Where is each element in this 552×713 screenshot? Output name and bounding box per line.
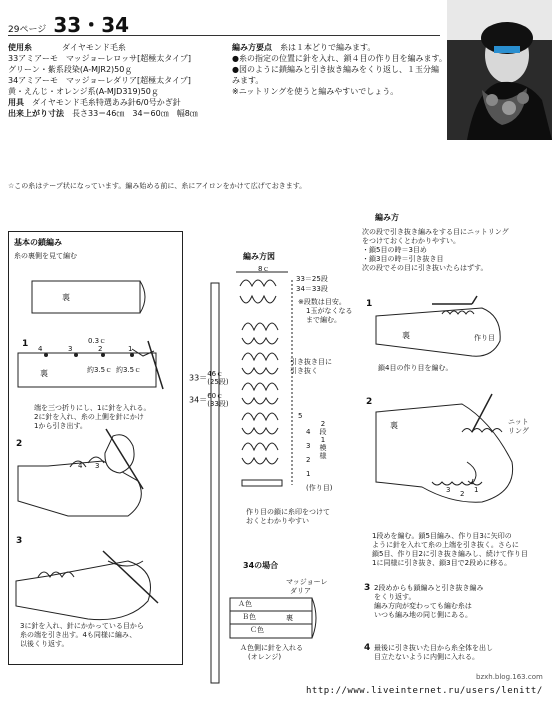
points-bullet: ●図のように鎖編みと引き抜き編みをくり返し、１玉分編みます。 — [232, 65, 439, 85]
chart-width: 8ｃ — [258, 265, 270, 273]
method-back1: 裏 — [402, 331, 410, 340]
case34-title: 34の場合 — [243, 561, 279, 570]
points-intro: 糸は１本どりで編みます。 — [280, 43, 376, 52]
method-c3: 3 — [446, 486, 451, 494]
case34-b: Ｂ色 — [242, 613, 256, 621]
footer-url[interactable]: http://www.liveinternet.ru/users/lenitt/ — [306, 686, 543, 696]
basic-step1-text: 端を三つ折りにし、1に針を入れる。 2に針を入れ、糸の上側を針にかけ 1から引き出す。 — [34, 404, 151, 430]
points-block — [232, 42, 447, 97]
basic-subtitle: 糸の裏側を見て編む — [14, 252, 77, 260]
method-made-label: 作り目 — [474, 334, 495, 342]
material-row: 黄・えんじ・オレンジ系(A-MJD319)50ｇ — [8, 87, 159, 96]
row4: 4 — [306, 428, 311, 436]
n1: 1 — [128, 345, 133, 353]
method-back2: 裏 — [390, 421, 398, 430]
method-step1-number: 1 — [366, 299, 373, 309]
method-step4-number: 4 — [364, 643, 371, 653]
method-c1: 1 — [474, 486, 479, 494]
chart-note: ※段数は目安。 1玉がなくなる まで編む。 — [298, 298, 353, 324]
chart-rows33: 33＝25段 — [296, 275, 328, 283]
method-intro: 次の段で引き抜き編みをする目にニットリング をつけておくとわかりやすい。 ・鎖5目の時＝3目め ・鎖3目の時＝引き抜き目 次の段でその目に引き抜いたらはずす。 — [362, 228, 509, 272]
row1: 1 — [306, 470, 311, 478]
method-step4-text: 最後に引き抜いた目から糸全体を出し 目立たないように内側に入れる。 — [374, 644, 493, 661]
pattern-numbers: 33・34 — [53, 13, 130, 37]
page-header — [8, 9, 129, 38]
material-row: 34アミアーモ マッジョーレダリア[超極太タイプ] — [8, 76, 191, 85]
case34-caption: Ａ色側に針を入れる (オレンジ) — [240, 644, 303, 661]
basic-step3-text: 3に針を入れ、針にかかっている目から 糸の端を引き出す。4も同様に編み、 以後くり返す。 — [20, 622, 144, 648]
dim33: 33＝ 46ｃ (25段) — [189, 370, 229, 386]
n2: 2 — [98, 345, 103, 353]
basic-step3-number: 3 — [16, 536, 23, 546]
method-step3-number: 3 — [364, 583, 371, 593]
row3: 3 — [306, 442, 311, 450]
step2-n3: 3 — [95, 462, 100, 470]
material-row: 出来上がり寸法 長さ33＝46㎝ 34＝60㎝ 幅8㎝ — [8, 109, 198, 118]
material-row: 用具 ダイヤモンド毛糸特選あみ針6/0号かぎ針 — [8, 98, 181, 107]
chart-start-label: (作り目) — [306, 484, 333, 492]
method-step1-caption: 鎖4目の作り目を編む。 — [378, 364, 453, 372]
points-bullet: ※ニットリングを使うと編みやすいでしょう。 — [232, 87, 399, 96]
chart-pull-label: 引き抜き目に 引き抜く — [290, 358, 332, 375]
basic-step1-number: 1 — [22, 339, 29, 349]
method-step2-number: 2 — [366, 397, 373, 407]
corner-watermark: bzxh.blog.163.com — [476, 673, 543, 681]
case34-back: 裏 — [286, 614, 293, 622]
chart-title: 編み方図 — [243, 252, 275, 261]
method-title: 編み方 — [375, 213, 399, 222]
method-step2-text: 1段めを編む。鎖5目編み、作り目3に矢印の ように針を入れて糸の上端を引き抜く。さらに 鎖5目、作り目2に引き抜き編みし、続けて作り目 1に同様に引き抜き、鎖3目で2段めに移る。 — [372, 532, 528, 567]
row5: 5 — [298, 412, 303, 420]
case34-a: Ａ色 — [238, 600, 252, 608]
basic-back-label: 裏 — [62, 293, 70, 302]
dim-03: 0.3ｃ — [88, 337, 107, 345]
step2-n4: 4 — [78, 462, 83, 470]
tape-note: ☆この糸はテープ状になっています。編み始める前に、糸にアイロンをかけて広げておきます。 — [8, 182, 307, 190]
case34-yarn-label: マッジョーレ ダリア — [286, 578, 328, 595]
material-row: 33アミアーモ マッジョーレロッサ[超極太タイプ] — [8, 54, 191, 63]
basic-step2-number: 2 — [16, 439, 23, 449]
stitch-chart — [236, 270, 316, 520]
dim34: 34＝ 60ｃ (33段) — [189, 392, 229, 408]
dim-35b: 約3.5ｃ — [116, 366, 142, 374]
points-title: 編み方要点 — [232, 43, 272, 52]
dim-35a: 約3.5ｃ — [87, 366, 113, 374]
page-prefix: 29ページ — [8, 25, 47, 35]
basic-diagram — [8, 231, 181, 663]
yarn-strip — [211, 283, 221, 713]
row2: 2 — [306, 456, 311, 464]
n4: 4 — [38, 345, 43, 353]
materials-block — [8, 42, 236, 119]
case34-c: Ｃ色 — [250, 626, 264, 634]
pattern-repeat-label: 2 段 1 模 様 — [319, 420, 327, 460]
n3: 3 — [68, 345, 73, 353]
chart-rows34: 34＝33段 — [296, 285, 328, 293]
material-row: 使用糸 ダイヤモンド毛糸 — [8, 43, 126, 52]
header-rule — [8, 35, 440, 36]
method-c2: 2 — [460, 490, 465, 498]
points-bullet: ●糸の指定の位置に針を入れ、鎖４目の作り目を編みます。 — [232, 54, 447, 63]
method-ring-label: ニット リング — [508, 418, 529, 435]
method-step3-text: 2段めからも鎖編みと引き抜き編み をくり返す。 編み方向が変わっても編む糸は いつも編み地の同じ側にある。 — [374, 584, 484, 619]
model-photo — [447, 0, 552, 140]
basic-title: 基本の鎖編み — [14, 238, 62, 247]
basic-back-label-2: 裏 — [40, 369, 48, 378]
chart-bottom-note: 作り目の鎖に糸印をつけて おくとわかりやすい — [246, 508, 330, 525]
method-step1-diagram — [372, 296, 522, 366]
method-step2-diagram — [372, 392, 532, 522]
material-row: グリーン・紫系段染(A-MJR2)50ｇ — [8, 65, 133, 74]
